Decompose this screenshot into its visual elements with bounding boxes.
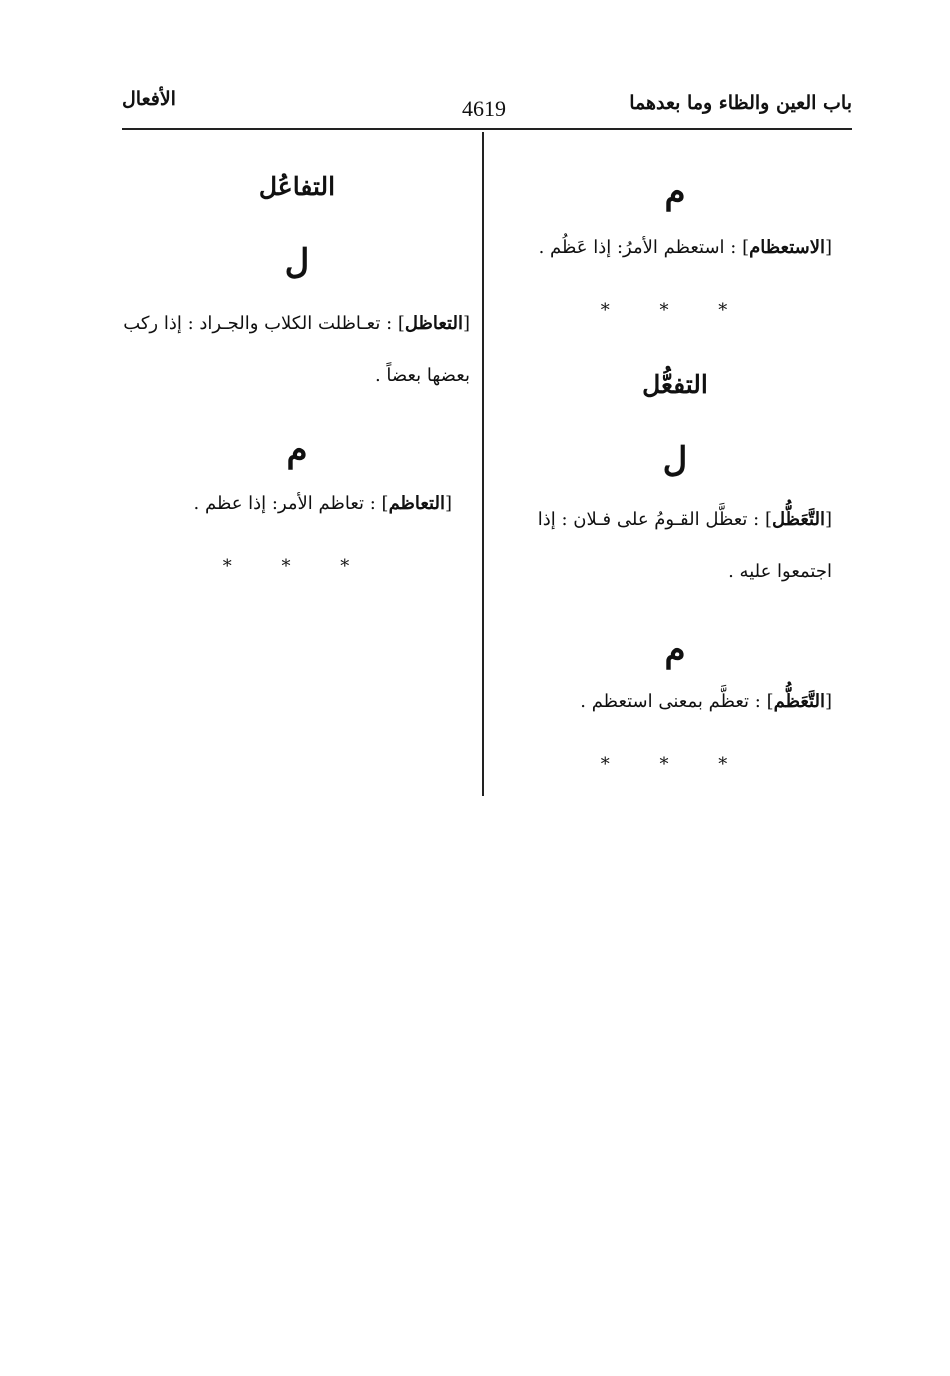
entry-definition: : استعظم الأمرُ: إذا عَظُم . bbox=[538, 237, 737, 258]
letter-heading-lam: ل bbox=[284, 242, 310, 282]
entry-term: التَّعَظُّل bbox=[771, 509, 825, 530]
letter-heading-mim: م bbox=[664, 630, 686, 670]
entry-istiazam: [الاستعظام] : استعظم الأمرُ: إذا عَظُم . bbox=[538, 237, 832, 258]
section-title-tafaaul: التفاعُل bbox=[258, 172, 336, 201]
entry-definition: : تعظَّم بمعنى استعظم . bbox=[580, 691, 761, 712]
entry-term: التعاظل bbox=[404, 313, 463, 334]
letter-heading-lam: ل bbox=[662, 440, 688, 480]
entry-term: التَّعَظُّم bbox=[773, 691, 825, 712]
entry-definition: : تعاظم الأمر: إذا عظم . bbox=[193, 493, 376, 514]
chapter-title: باب العين والظاء وما بعدهما bbox=[629, 92, 852, 114]
section-separator: * * * bbox=[600, 754, 750, 775]
section-header: الأفعال bbox=[122, 88, 176, 110]
entry-taazum: [التعاظم] : تعاظم الأمر: إذا عظم . bbox=[193, 493, 452, 514]
letter-heading-mim: م bbox=[286, 430, 308, 470]
entry-taazzum: [التَّعَظُّم] : تعظَّم بمعنى استعظم . bbox=[580, 691, 832, 712]
section-title-tafaul: التفعُّل bbox=[642, 370, 708, 399]
entry-taazul: [التعاظل] : تعـاظلت الكلاب والجـراد : إذا ركب بعضها بعضاً . bbox=[123, 313, 470, 386]
page-number: 4619 bbox=[462, 96, 506, 121]
section-separator: * * * bbox=[600, 300, 750, 321]
letter-heading-mim: م bbox=[664, 172, 686, 212]
section-separator: * * * bbox=[222, 556, 372, 577]
entry-taazzul: [التَّعَظُّل] : تعظَّل القـومُ على فـلان : إذا اجتمعوا عليه . bbox=[537, 509, 832, 582]
entry-definition: : تعـاظلت الكلاب والجـراد : إذا ركب بعضها بعضاً . bbox=[123, 313, 470, 386]
entry-term: الاستعظام bbox=[749, 237, 825, 258]
entry-definition: : تعظَّل القـومُ على فـلان : إذا اجتمعوا عليه . bbox=[537, 509, 832, 582]
column-divider bbox=[482, 132, 484, 796]
entry-term: التعاظم bbox=[388, 493, 445, 514]
header-rule bbox=[122, 128, 852, 130]
